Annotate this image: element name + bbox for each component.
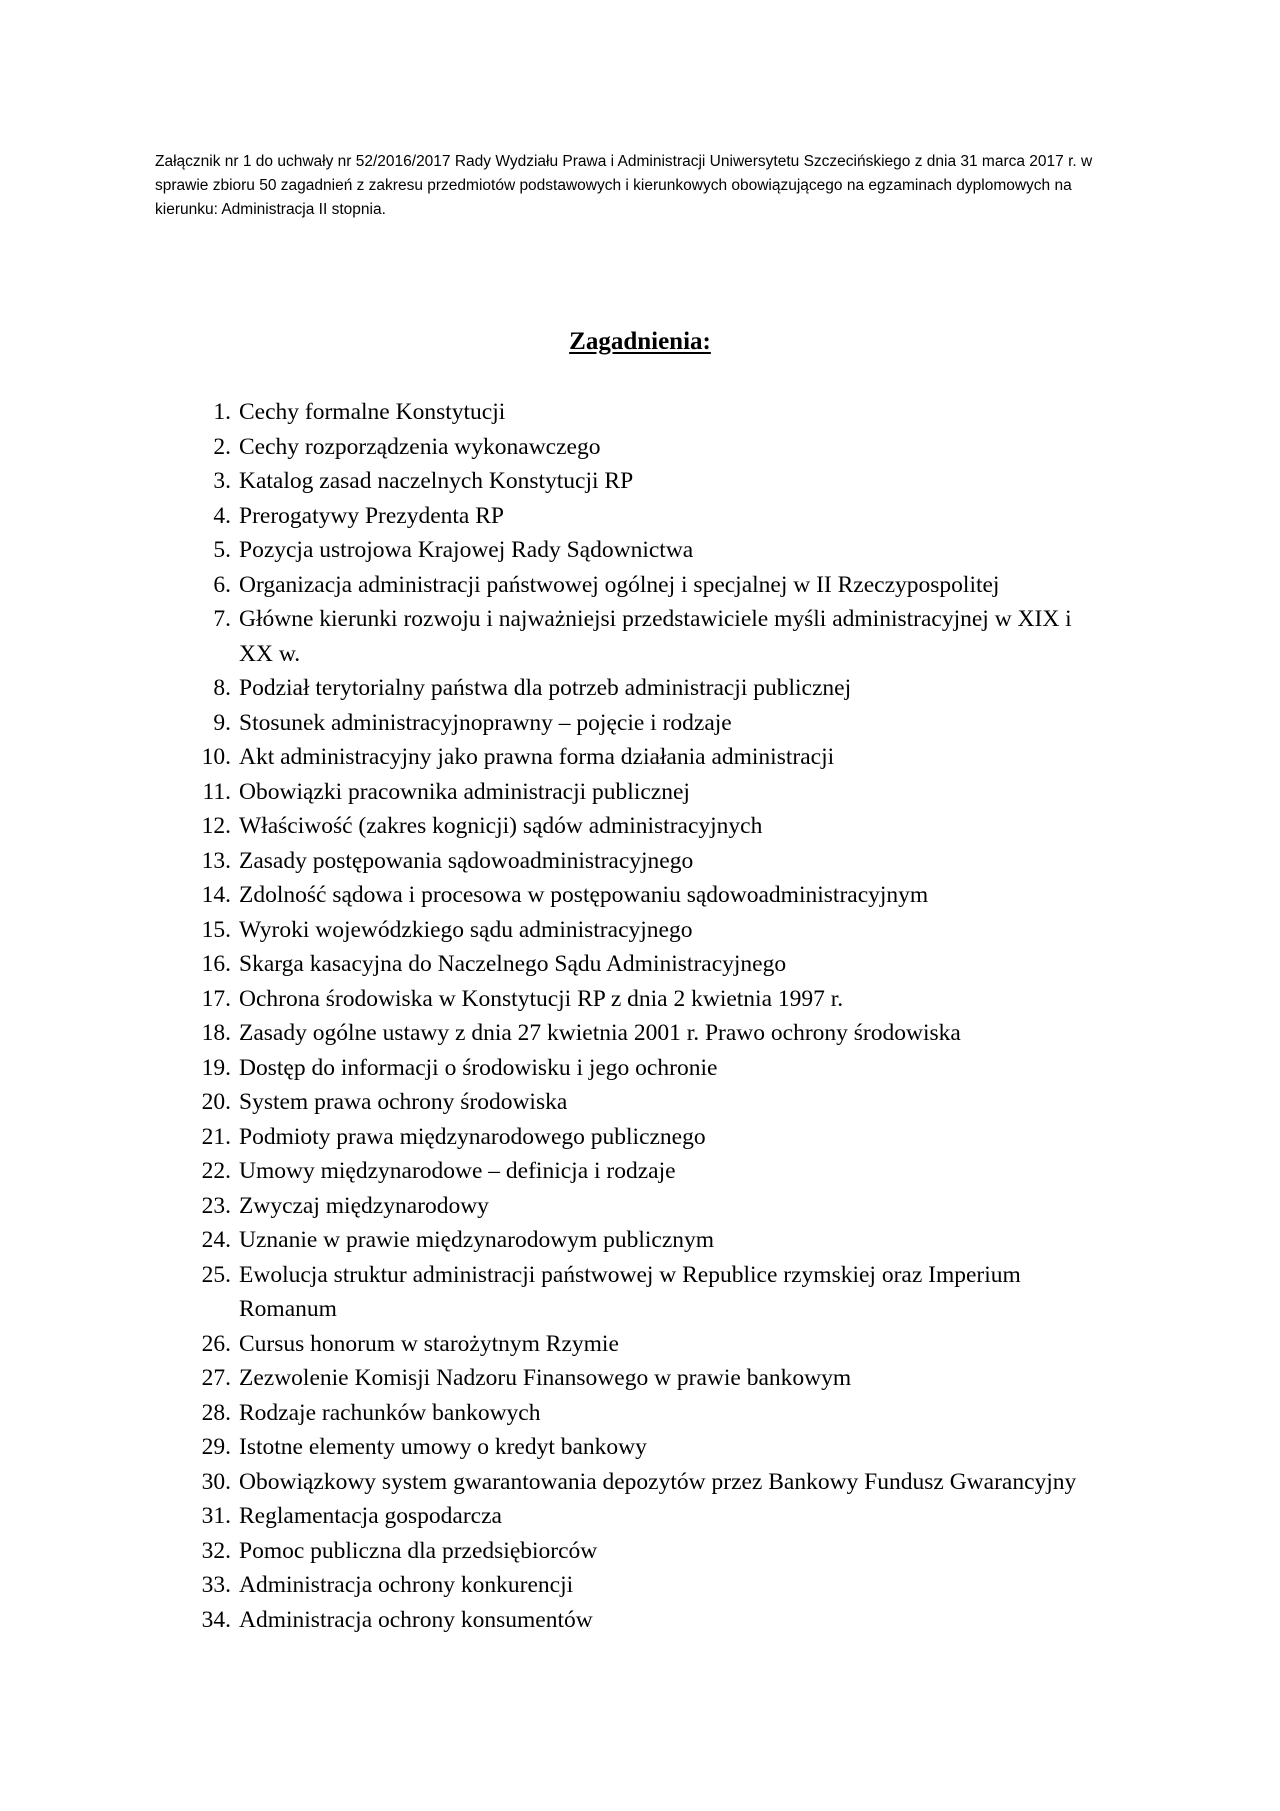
topic-number: 26. <box>201 1330 231 1357</box>
topic-list-item <box>189 1603 1109 1638</box>
topic-text: Prerogatywy Prezydenta RP <box>239 502 504 529</box>
topic-number: 30. <box>201 1468 231 1495</box>
topic-number: 24. <box>201 1227 231 1253</box>
topic-text: Cechy formalne Konstytucji <box>239 399 506 425</box>
topic-list-item <box>189 844 1109 879</box>
topic-text: System prawa ochrony środowiska <box>239 1089 568 1115</box>
topic-list-item <box>189 568 1109 603</box>
topic-list-item <box>189 775 1109 810</box>
topic-number: 23. <box>201 1192 231 1219</box>
topic-list-item <box>189 1120 1109 1155</box>
topic-list-item <box>189 1085 1109 1120</box>
topic-number: 16. <box>201 951 231 977</box>
topic-number: 17. <box>201 985 231 1012</box>
topic-number: 12. <box>201 813 231 839</box>
topic-list-item <box>189 878 1109 913</box>
topic-text: Zwyczaj międzynarodowy <box>239 1192 489 1219</box>
topic-list-item <box>189 1430 1109 1465</box>
topic-text: Pozycja ustrojowa Krajowej Rady Sądownictwa <box>239 537 694 563</box>
topic-text: Uznanie w prawie międzynarodowym publicznym <box>239 1227 715 1253</box>
topic-number: 4. <box>213 502 231 529</box>
topic-list-item <box>189 1465 1109 1500</box>
topic-text: Obowiązkowy system gwarantowania depozytów przez Bankowy Fundusz Gwarancyjny <box>239 1468 1077 1495</box>
topic-text: Ochrona środowiska w Konstytucji RP z dnia 2 kwietnia 1997 r. <box>239 985 844 1012</box>
topic-text: Katalog zasad naczelnych Konstytucji RP <box>239 468 634 494</box>
topic-number: 33. <box>201 1572 231 1598</box>
topic-number: 25. <box>201 1261 231 1288</box>
topic-list-item <box>189 602 1109 671</box>
topic-list-item <box>189 1223 1109 1258</box>
topic-text: Obowiązki pracownika administracji publicznej <box>239 778 690 805</box>
topic-list-item <box>189 740 1109 775</box>
topic-number: 1. <box>213 399 231 425</box>
topic-text: Zasady ogólne ustawy z dnia 27 kwietnia 2001 r. Prawo ochrony środowiska <box>239 1020 961 1046</box>
topic-number: 19. <box>201 1054 231 1081</box>
topic-number: 22. <box>201 1158 231 1184</box>
topic-list-item <box>189 430 1109 465</box>
topic-text: Główne kierunki rozwoju i najważniejsi przedstawiciele myśli administracyjnej w XIX i XX w. <box>239 606 1072 667</box>
topic-number: 29. <box>201 1434 231 1460</box>
topic-list-item <box>189 1154 1109 1189</box>
topic-list-item <box>189 982 1109 1017</box>
page-title: Zagadnienia: <box>569 328 711 355</box>
topic-list-item <box>189 499 1109 534</box>
topic-list <box>189 395 1109 1637</box>
topic-list-item <box>189 809 1109 844</box>
topic-number: 21. <box>201 1123 231 1150</box>
topic-text: Wyroki wojewódzkiego sądu administracyjnego <box>239 916 693 943</box>
topic-list-item <box>189 1396 1109 1431</box>
topic-text: Ewolucja struktur administracji państwowej w Republice rzymskiej oraz Imperium Romanum <box>239 1261 1021 1322</box>
topic-text: Dostęp do informacji o środowisku i jego ochronie <box>239 1054 718 1081</box>
topic-list-item <box>189 1361 1109 1396</box>
topic-text: Zasady postępowania sądowoadministracyjnego <box>239 847 694 874</box>
topic-text: Stosunek administracyjnoprawny – pojęcie i rodzaje <box>239 709 732 736</box>
topic-number: 34. <box>201 1606 231 1633</box>
topic-text: Istotne elementy umowy o kredyt bankowy <box>239 1434 647 1460</box>
topic-list-item <box>189 464 1109 499</box>
topic-text: Umowy międzynarodowe – definicja i rodzaje <box>239 1158 676 1184</box>
topic-text: Zdolność sądowa i procesowa w postępowaniu sądowoadministracyjnym <box>239 882 929 908</box>
topic-number: 15. <box>201 916 231 943</box>
topic-text: Reglamentacja gospodarcza <box>239 1503 502 1529</box>
topic-text: Podział terytorialny państwa dla potrzeb administracji publicznej <box>239 675 852 701</box>
topic-number: 9. <box>213 709 231 736</box>
topic-number: 18. <box>201 1020 231 1046</box>
topic-list-item <box>189 947 1109 982</box>
topic-number: 10. <box>201 744 231 770</box>
topic-text: Właściwość (zakres kognicji) sądów administracyjnych <box>239 813 763 839</box>
topic-number: 11. <box>202 778 231 805</box>
topic-text: Pomoc publiczna dla przedsiębiorców <box>239 1537 598 1564</box>
topic-number: 13. <box>201 847 231 874</box>
topic-text: Podmioty prawa międzynarodowego publicznego <box>239 1123 706 1150</box>
topic-list-item <box>189 913 1109 948</box>
topic-list-item <box>189 1051 1109 1086</box>
topic-number: 32. <box>201 1537 231 1564</box>
topic-list-item <box>189 1016 1109 1051</box>
topic-list-item <box>189 1499 1109 1534</box>
topic-list-item <box>189 706 1109 741</box>
topic-text: Akt administracyjny jako prawna forma działania administracji <box>239 744 835 770</box>
topic-text: Rodzaje rachunków bankowych <box>239 1399 541 1426</box>
topic-list-item <box>189 1327 1109 1362</box>
topic-number: 8. <box>213 675 231 701</box>
topic-list-item <box>189 1258 1109 1327</box>
topic-text: Administracja ochrony konsumentów <box>239 1606 593 1633</box>
topic-number: 31. <box>201 1503 231 1529</box>
topic-number: 2. <box>213 433 231 460</box>
topic-list-item <box>189 1189 1109 1224</box>
topic-list-item <box>189 1534 1109 1569</box>
topic-number: 14. <box>201 882 231 908</box>
topic-number: 7. <box>213 606 231 632</box>
topic-text: Organizacja administracji państwowej ogólnej i specjalnej w II Rzeczypospolitej <box>239 571 1000 598</box>
topic-text: Cechy rozporządzenia wykonawczego <box>239 433 601 460</box>
topic-list-item <box>189 533 1109 568</box>
topic-list-item <box>189 1568 1109 1603</box>
topic-number: 5. <box>213 537 231 563</box>
topic-text: Cursus honorum w starożytnym Rzymie <box>239 1330 619 1357</box>
topic-list-item <box>189 671 1109 706</box>
topic-list-item <box>189 395 1109 430</box>
topic-number: 6. <box>213 571 231 598</box>
topic-number: 20. <box>201 1089 231 1115</box>
topic-text: Zezwolenie Komisji Nadzoru Finansowego w prawie bankowym <box>239 1365 852 1391</box>
topic-text: Administracja ochrony konkurencji <box>239 1572 574 1598</box>
attachment-header-note: Załącznik nr 1 do uchwały nr 52/2016/2017 Rady Wydziału Prawa i Administracji Uniwersytetu Szczecińskiego z dnia 31 marca 2017 r. w sprawie zbioru 50 zagadnień z zakresu przedmiotów podstawowych i kierunkowych obowiązującego na egzaminach dyplomowych na kierunku: Administracja II stopnia. <box>155 153 1093 218</box>
topic-number: 27. <box>201 1365 231 1391</box>
topic-number: 28. <box>201 1399 231 1426</box>
topic-text: Skarga kasacyjna do Naczelnego Sądu Administracyjnego <box>239 951 787 977</box>
topic-number: 3. <box>213 468 231 494</box>
